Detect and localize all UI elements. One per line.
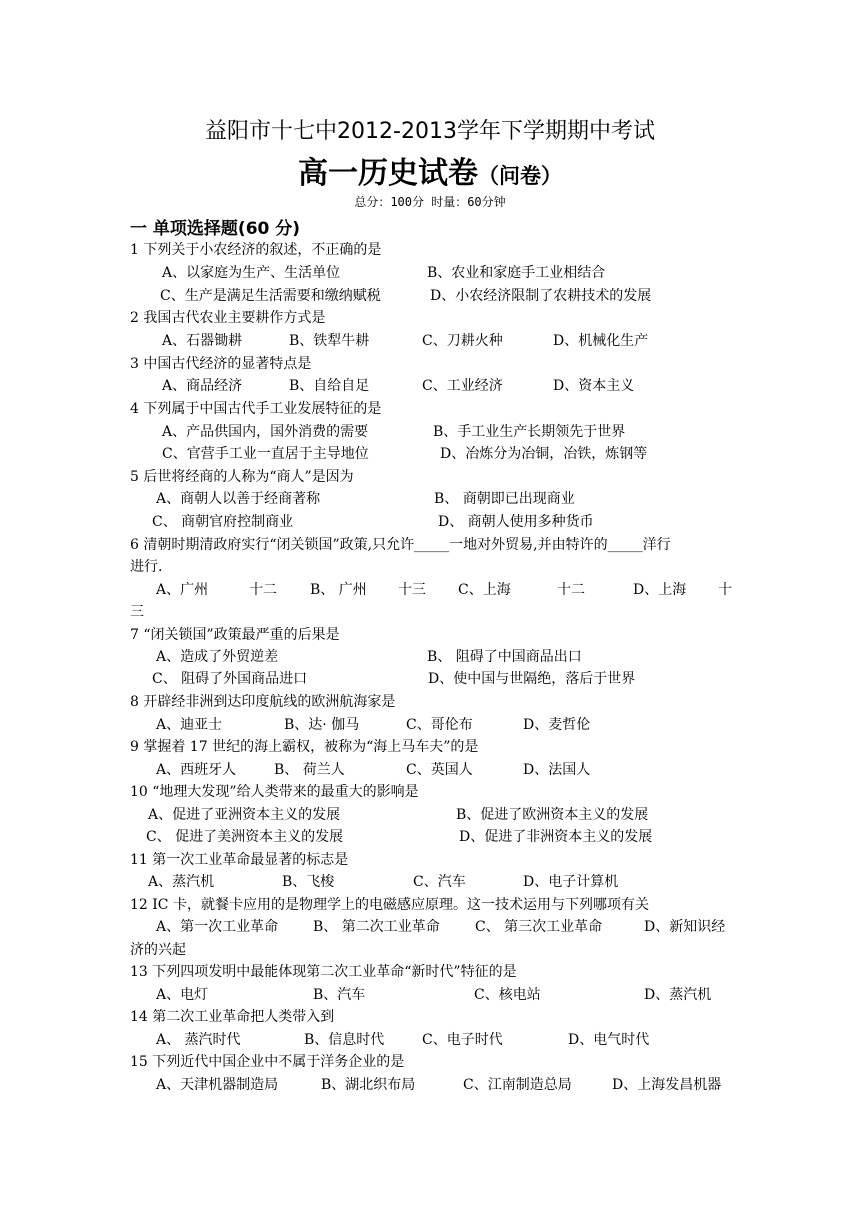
option: A、蒸汽机 [148,874,215,890]
option: A、商品经济 [162,378,243,394]
question-stem: 15 下列近代中国企业中不属于洋务企业的是 [130,1054,405,1070]
question-stem: 3 中国古代经济的显著特点是 [130,356,312,372]
option: D、使中国与世隔绝，落后于世界 [428,671,636,687]
option: D、小农经济限制了农耕技术的发展 [430,288,652,304]
paper-title-sub: （问卷） [478,164,562,188]
option: A、迪亚士 [156,717,223,733]
option: A、产品供国内，国外消费的需要 [162,424,369,440]
option: B、自给自足 [289,378,370,394]
option: C、英国人 [406,762,473,778]
option: C、生产是满足生活需要和缴纳赋税 [160,288,381,304]
question-stem: 1 下列关于小农经济的叙述，不正确的是 [130,242,382,258]
option: A、石器锄耕 [162,333,243,349]
option: B、 商朝即已出现商业 [434,491,575,507]
option: 十二 [557,582,585,598]
option: C、 商朝官府控制商业 [152,514,294,530]
question-stem: 7 “闭关锁国”政策最严重的后果是 [130,627,340,643]
option: C、 第三次工业革命 [475,919,603,935]
option: C、江南制造总局 [463,1077,572,1093]
question-stem: 9 掌握着 17 世纪的海上霸权，被称为“海上马车夫”的是 [130,739,479,755]
option: C、官营手工业一直居于主导地位 [162,446,369,462]
option: D、资本主义 [553,378,635,394]
option: A、电灯 [156,987,209,1003]
option: C、刀耕火种 [422,333,503,349]
option: A、第一次工业革命 [156,919,279,935]
option: D、上海发昌机器 [612,1077,722,1093]
option: B、农业和家庭手工业相结合 [427,265,606,281]
question-stem: 13 下列四项发明中最能体现第二次工业革命“新时代”特征的是 [130,964,517,980]
option: B、湖北织布局 [321,1077,416,1093]
option: A、西班牙人 [156,762,237,778]
question-stem: 12 IC 卡，就餐卡应用的是物理学上的电磁感应原理。这一技术运用与下列哪项有关 [130,897,649,913]
option: B、手工业生产长期领先于世界 [433,424,626,440]
option: B、 广州 [310,582,367,598]
option: 十二 [249,582,277,598]
option: D、上海 [633,582,687,598]
option: D、 商朝人使用多种货币 [438,514,594,530]
option: A、促进了亚洲资本主义的发展 [148,807,341,823]
option: B、 荷兰人 [274,762,345,778]
option: C、上海 [458,582,511,598]
question-stem-continued: 进行. [130,559,163,575]
question-stem: 2 我国古代农业主要耕作方式是 [130,310,326,326]
option: C、电子时代 [422,1032,503,1048]
question-stem: 8 开辟经非洲到达印度航线的欧洲航海家是 [130,694,396,710]
option: C、汽车 [413,874,466,890]
option: B、信息时代 [304,1032,385,1048]
option: B、飞梭 [282,874,335,890]
option: B、 阻碍了中国商品出口 [427,649,582,665]
option: D、麦哲伦 [523,717,591,733]
question-stem: 4 下列属于中国古代手工业发展特征的是 [130,401,382,417]
option: 十三 [398,582,426,598]
option: A、商朝人以善于经商著称 [156,491,321,507]
option: A、天津机器制造局 [156,1077,279,1093]
option: C、哥伦布 [406,717,473,733]
paper-title [0,148,860,192]
option: A、广州 [156,582,209,598]
question-stem: 5 后世将经商的人称为“商人”是因为 [130,469,354,485]
option-wrap: 三 [130,604,144,620]
option: 十 [718,582,732,598]
question-stem: 14 第二次工业革命把人类带入到 [130,1009,335,1025]
option: C、工业经济 [422,378,503,394]
option: D、冶炼分为冶铜，冶铁，炼钢等 [440,446,648,462]
option: D、蒸汽机 [644,987,712,1003]
option: B、铁犁牛耕 [289,333,370,349]
section-heading: 一 单项选择题(60 分) [130,219,301,239]
option: B、 第二次工业革命 [313,919,440,935]
question-stem: 10 “地理大发现”给人类带来的最重大的影响是 [130,784,419,800]
option: D、法国人 [523,762,591,778]
paper-title-main: 高一历史试卷 [298,156,478,191]
school-exam-title: 益阳市十七中2012-2013学年下学期期中考试 [205,119,655,144]
score-time-info: 总分：100分 时量：60分钟 [354,195,506,209]
option: A、 蒸汽时代 [156,1032,241,1048]
option-wrap: 济的兴起 [130,942,186,958]
option: A、造成了外贸逆差 [156,649,279,665]
option: B、达· 伽马 [284,717,360,733]
option: B、促进了欧洲资本主义的发展 [456,807,649,823]
option: D、机械化生产 [553,333,649,349]
option: D、促进了非洲资本主义的发展 [459,829,653,845]
option: D、新知识经 [644,919,726,935]
option: D、电气时代 [568,1032,650,1048]
question-stem: 11 第一次工业革命最显著的标志是 [130,852,349,868]
option: C、 促进了美洲资本主义的发展 [146,829,344,845]
option: A、以家庭为生产、生活单位 [162,265,341,281]
question-stem: 6 清朝时期清政府实行“闭关锁国”政策,只允许_____一地对外贸易,并由特许的_____洋行 [130,537,671,553]
option: D、电子计算机 [523,874,619,890]
option: B、汽车 [313,987,366,1003]
option: C、核电站 [474,987,541,1003]
option: C、 阻碍了外国商品进口 [152,671,308,687]
